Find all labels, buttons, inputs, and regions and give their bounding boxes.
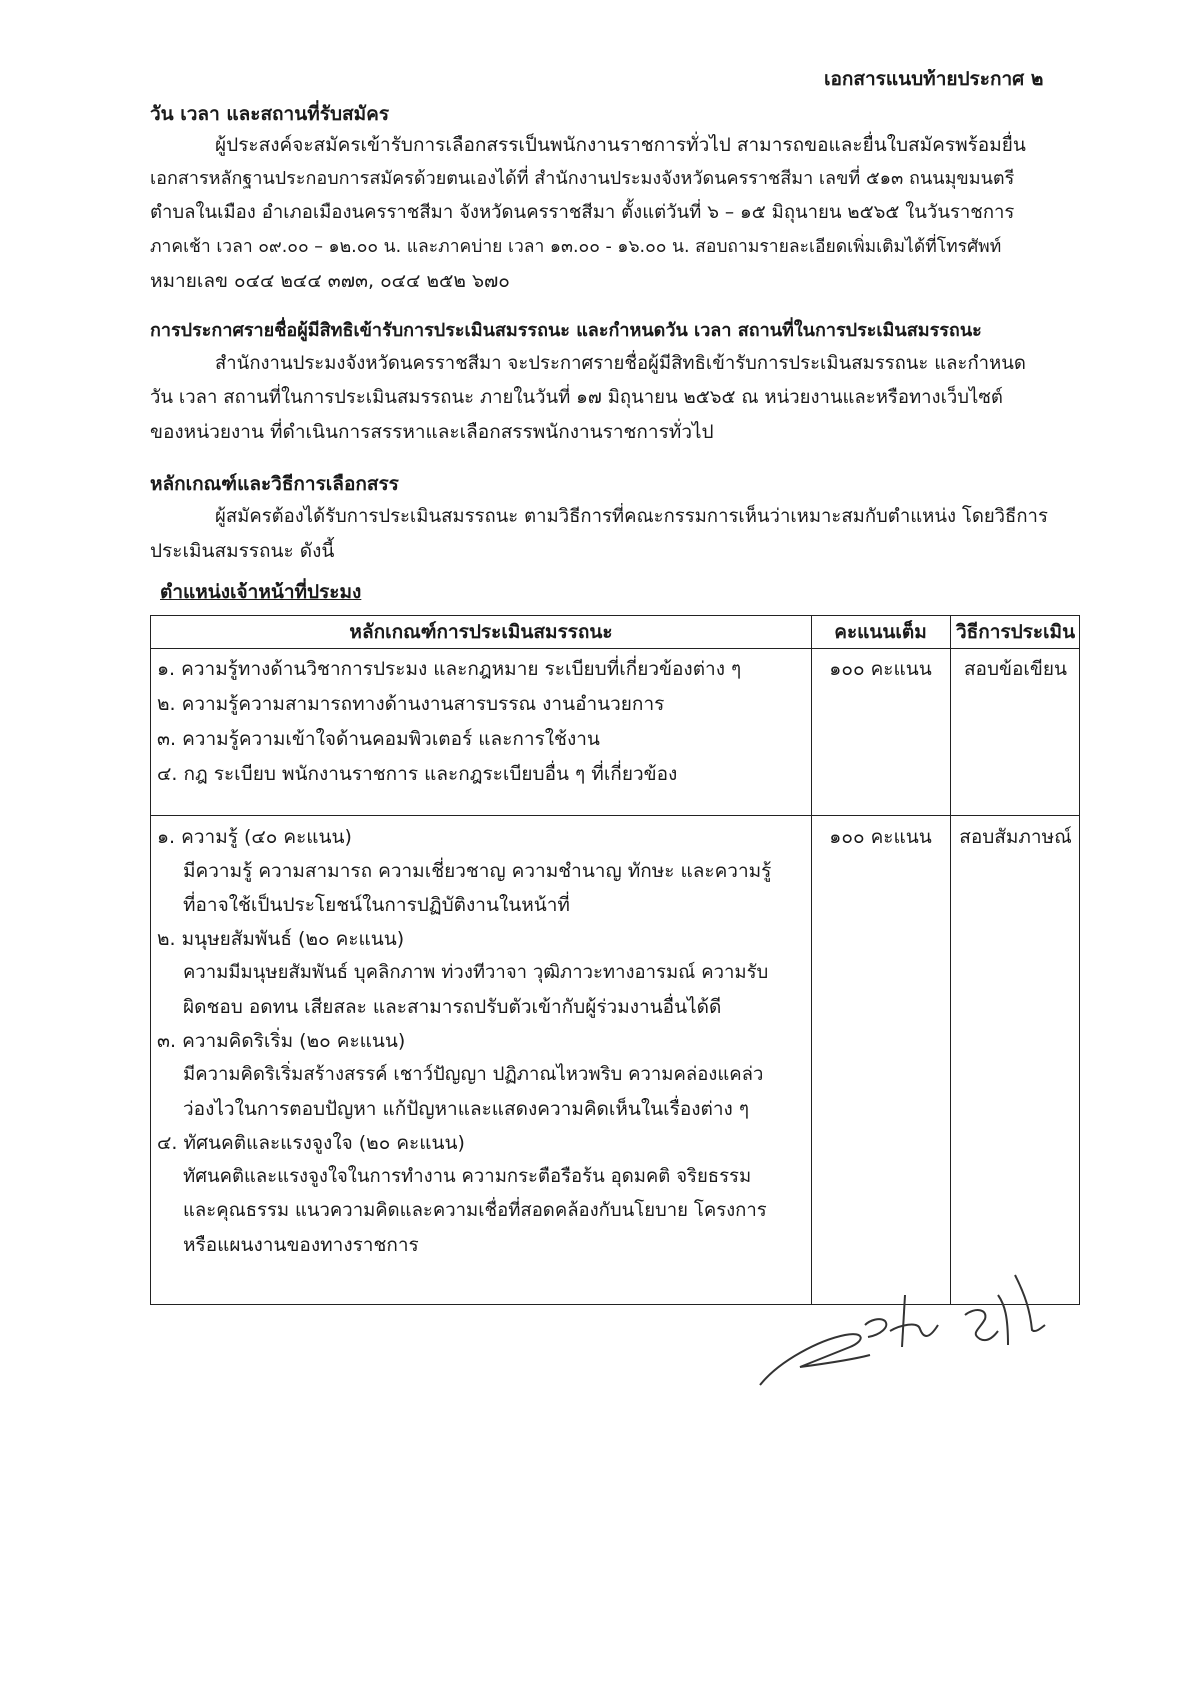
section-apply-line: ผู้ประสงค์จะสมัครเข้ารับการเลือกสรรเป็นพนักงานราชการทั่วไป สามารถขอและยื่นใบสมัครพร้อมยื่น [215, 134, 1026, 156]
table-row-method: สอบข้อเขียน [963, 658, 1068, 680]
table-divider [950, 616, 951, 1304]
table-row-item: ๔. กฎ ระเบียบ พนักงานราชการ และกฎระเบียบอื่น ๆ ที่เกี่ยวข้อง [157, 763, 678, 785]
section-criteria-line: ประเมินสมรรถนะ ดังนี้ [150, 540, 335, 562]
table-row-item: ๓. ความรู้ความเข้าใจด้านคอมพิวเตอร์ และการใช้งาน [157, 728, 600, 750]
section-announce-line: วัน เวลา สถานที่ในการประเมินสมรรถนะ ภายในวันที่ ๑๗ มิถุนายน ๒๕๖๕ ณ หน่วยงานและหรือทางเว็บไซต์ [150, 387, 1003, 408]
table-header-score: คะแนนเต็ม [834, 621, 927, 643]
table-row-item: ๒. ความรู้ความสามารถทางด้านงานสารบรรณ งานอำนวยการ [157, 693, 665, 715]
table-row-item: ๓. ความคิดริเริ่ม (๒๐ คะแนน) [157, 1030, 406, 1052]
section-apply-line: ตำบลในเมือง อำเภอเมืองนครราชสีมา จังหวัดนครราชสีมา ตั้งแต่วันที่ ๖ – ๑๕ มิถุนายน ๒๕๖๕ ในวันราชการ [150, 202, 1015, 223]
table-row-item: มีความรู้ ความสามารถ ความเชี่ยวชาญ ความชำนาญ ทักษะ และความรู้ [183, 860, 772, 882]
table-row-item: ที่อาจใช้เป็นประโยชน์ในการปฏิบัติงานในหน้าที่ [183, 894, 570, 916]
table-row-score: ๑๐๐ คะแนน [829, 658, 932, 680]
table-row-item: มีความคิดริเริ่มสร้างสรรค์ เชาว์ปัญญา ปฏิภาณไหวพริบ ความคล่องแคล่ว [183, 1064, 764, 1085]
document-label: เอกสารแนบท้ายประกาศ ๒ [824, 68, 1044, 90]
table-row-item: ความมีมนุษยสัมพันธ์ บุคลิกภาพ ท่วงทีวาจา วุฒิภาวะทางอารมณ์ ความรับ [183, 962, 769, 983]
section-announce-line: ของหน่วยงาน ที่ดำเนินการสรรหาและเลือกสรรพนักงานราชการทั่วไป [150, 421, 714, 443]
section-apply-title: วัน เวลา และสถานที่รับสมัคร [150, 103, 390, 125]
table-row-item: ทัศนคติและแรงจูงใจในการทำงาน ความกระตือรือร้น อุดมคติ จริยธรรม [183, 1166, 752, 1187]
section-announce-line: สำนักงานประมงจังหวัดนครราชสีมา จะประกาศรายชื่อผู้มีสิทธิเข้ารับการประเมินสมรรถนะ และกำหนด [215, 353, 1026, 374]
table-divider [151, 815, 1079, 816]
table-row-item: ๔. ทัศนคติและแรงจูงใจ (๒๐ คะแนน) [157, 1132, 465, 1154]
table-row-item: ๒. มนุษยสัมพันธ์ (๒๐ คะแนน) [157, 928, 405, 950]
position-title: ตำแหน่งเจ้าหน้าที่ประมง [160, 581, 362, 603]
table-row-item: ๑. ความรู้ทางด้านวิชาการประมง และกฎหมาย ระเบียบที่เกี่ยวข้องต่าง ๆ [157, 658, 742, 680]
table-row-item: ๑. ความรู้ (๔๐ คะแนน) [157, 826, 352, 848]
criteria-table [150, 615, 1080, 1305]
table-row-item: หรือแผนงานของทางราชการ [183, 1234, 419, 1256]
signature-icon [740, 1255, 1060, 1405]
section-apply-line: เอกสารหลักฐานประกอบการสมัครด้วยตนเองได้ที่ สำนักงานประมงจังหวัดนครราชสีมา เลขที่ ๕๑๓ ถนนมุขมนตรี [150, 168, 1015, 189]
section-criteria-title: หลักเกณฑ์และวิธีการเลือกสรร [150, 473, 399, 495]
table-header-criteria: หลักเกณฑ์การประเมินสมรรถนะ [349, 621, 613, 643]
table-row-item: ผิดชอบ อดทน เสียสละ และสามารถปรับตัวเข้ากับผู้ร่วมงานอื่นได้ดี [183, 996, 722, 1018]
section-apply-line: ภาคเช้า เวลา ๐๙.๐๐ – ๑๒.๐๐ น. และภาคบ่าย เวลา ๑๓.๐๐ - ๑๖.๐๐ น. สอบถามรายละเอียดเพิ่มเติมได้ที่โทรศัพท์ [150, 237, 1002, 257]
section-announce-title: การประกาศรายชื่อผู้มีสิทธิเข้ารับการประเมินสมรรถนะ และกำหนดวัน เวลา สถานที่ในการประเมินสมรรถนะ [150, 320, 982, 341]
table-divider [811, 616, 812, 1304]
section-criteria-line: ผู้สมัครต้องได้รับการประเมินสมรรถนะ ตามวิธีการที่คณะกรรมการเห็นว่าเหมาะสมกับตำแหน่ง โดยวิธีการ [215, 506, 1048, 527]
table-row-method: สอบสัมภาษณ์ [959, 826, 1072, 848]
table-header-method: วิธีการประเมิน [955, 621, 1076, 643]
table-row-item: และคุณธรรม แนวความคิดและความเชื่อที่สอดคล้องกับนโยบาย โครงการ [183, 1200, 767, 1221]
section-apply-line: หมายเลข ๐๔๔ ๒๔๔ ๓๗๓, ๐๔๔ ๒๕๒ ๖๗๐ [150, 270, 510, 292]
table-divider [151, 648, 1079, 649]
table-row-score: ๑๐๐ คะแนน [829, 826, 932, 848]
table-row-item: ว่องไวในการตอบปัญหา แก้ปัญหาและแสดงความคิดเห็นในเรื่องต่าง ๆ [183, 1098, 750, 1120]
